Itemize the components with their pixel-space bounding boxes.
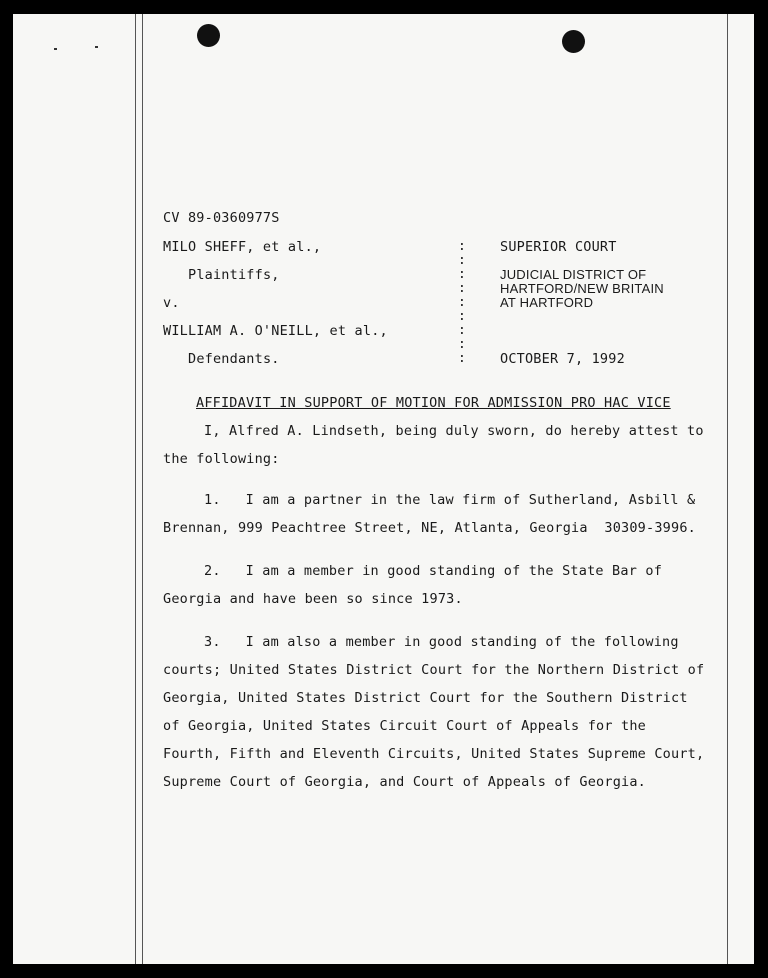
caption-colon: : xyxy=(458,239,466,254)
paragraph-3-line-1: 3. I am also a member in good standing of the following xyxy=(204,634,679,650)
defendant-name: WILLIAM A. O'NEILL, et al., xyxy=(163,323,388,339)
punch-hole-right xyxy=(562,30,585,53)
filing-date: OCTOBER 7, 1992 xyxy=(500,351,625,367)
plaintiff-role: Plaintiffs, xyxy=(188,267,280,283)
versus: v. xyxy=(163,295,180,311)
caption-colon: : xyxy=(458,281,466,296)
plaintiff-name: MILO SHEFF, et al., xyxy=(163,239,322,255)
paragraph-2-line-1: 2. I am a member in good standing of the State Bar of xyxy=(204,563,663,579)
document-page xyxy=(13,14,754,964)
affidavit-title: AFFIDAVIT IN SUPPORT OF MOTION FOR ADMISSION PRO HAC VICE xyxy=(196,395,671,411)
caption-colon: : xyxy=(458,337,466,352)
caption-colon: : xyxy=(458,351,466,366)
caption-colon: : xyxy=(458,309,466,324)
intro-line-2: the following: xyxy=(163,451,280,467)
district-line-3: AT HARTFORD xyxy=(500,295,594,310)
court-name: SUPERIOR COURT xyxy=(500,239,617,255)
district-line-2: HARTFORD/NEW BRITAIN xyxy=(500,281,664,296)
district-line-1: JUDICIAL DISTRICT OF xyxy=(500,267,647,282)
paragraph-3-line-2: courts; United States District Court for the Northern District of xyxy=(163,662,705,678)
paragraph-3-line-3: Georgia, United States District Court for the Southern District xyxy=(163,690,688,706)
margin-line-left-2 xyxy=(142,14,143,964)
intro-line-1: I, Alfred A. Lindseth, being duly sworn, do hereby attest to xyxy=(204,423,704,439)
scan-speck xyxy=(95,46,98,48)
scan-speck xyxy=(54,48,57,50)
paragraph-2-line-2: Georgia and have been so since 1973. xyxy=(163,591,463,607)
margin-line-left-1 xyxy=(135,14,136,964)
paragraph-3-line-6: Supreme Court of Georgia, and Court of Appeals of Georgia. xyxy=(163,774,647,790)
caption-colon: : xyxy=(458,295,466,310)
defendant-role: Defendants. xyxy=(188,351,280,367)
punch-hole-left xyxy=(197,24,220,47)
caption-colon: : xyxy=(458,253,466,268)
margin-line-right xyxy=(727,14,728,964)
paragraph-3-line-5: Fourth, Fifth and Eleventh Circuits, United States Supreme Court, xyxy=(163,746,705,762)
paragraph-3-line-4: of Georgia, United States Circuit Court of Appeals for the xyxy=(163,718,647,734)
paragraph-1-line-2: Brennan, 999 Peachtree Street, NE, Atlanta, Georgia 30309-3996. xyxy=(163,520,696,536)
case-number: CV 89-0360977S xyxy=(163,210,280,226)
caption-colon: : xyxy=(458,323,466,338)
caption-colon: : xyxy=(458,267,466,282)
paragraph-1-line-1: 1. I am a partner in the law firm of Sutherland, Asbill & xyxy=(204,492,696,508)
